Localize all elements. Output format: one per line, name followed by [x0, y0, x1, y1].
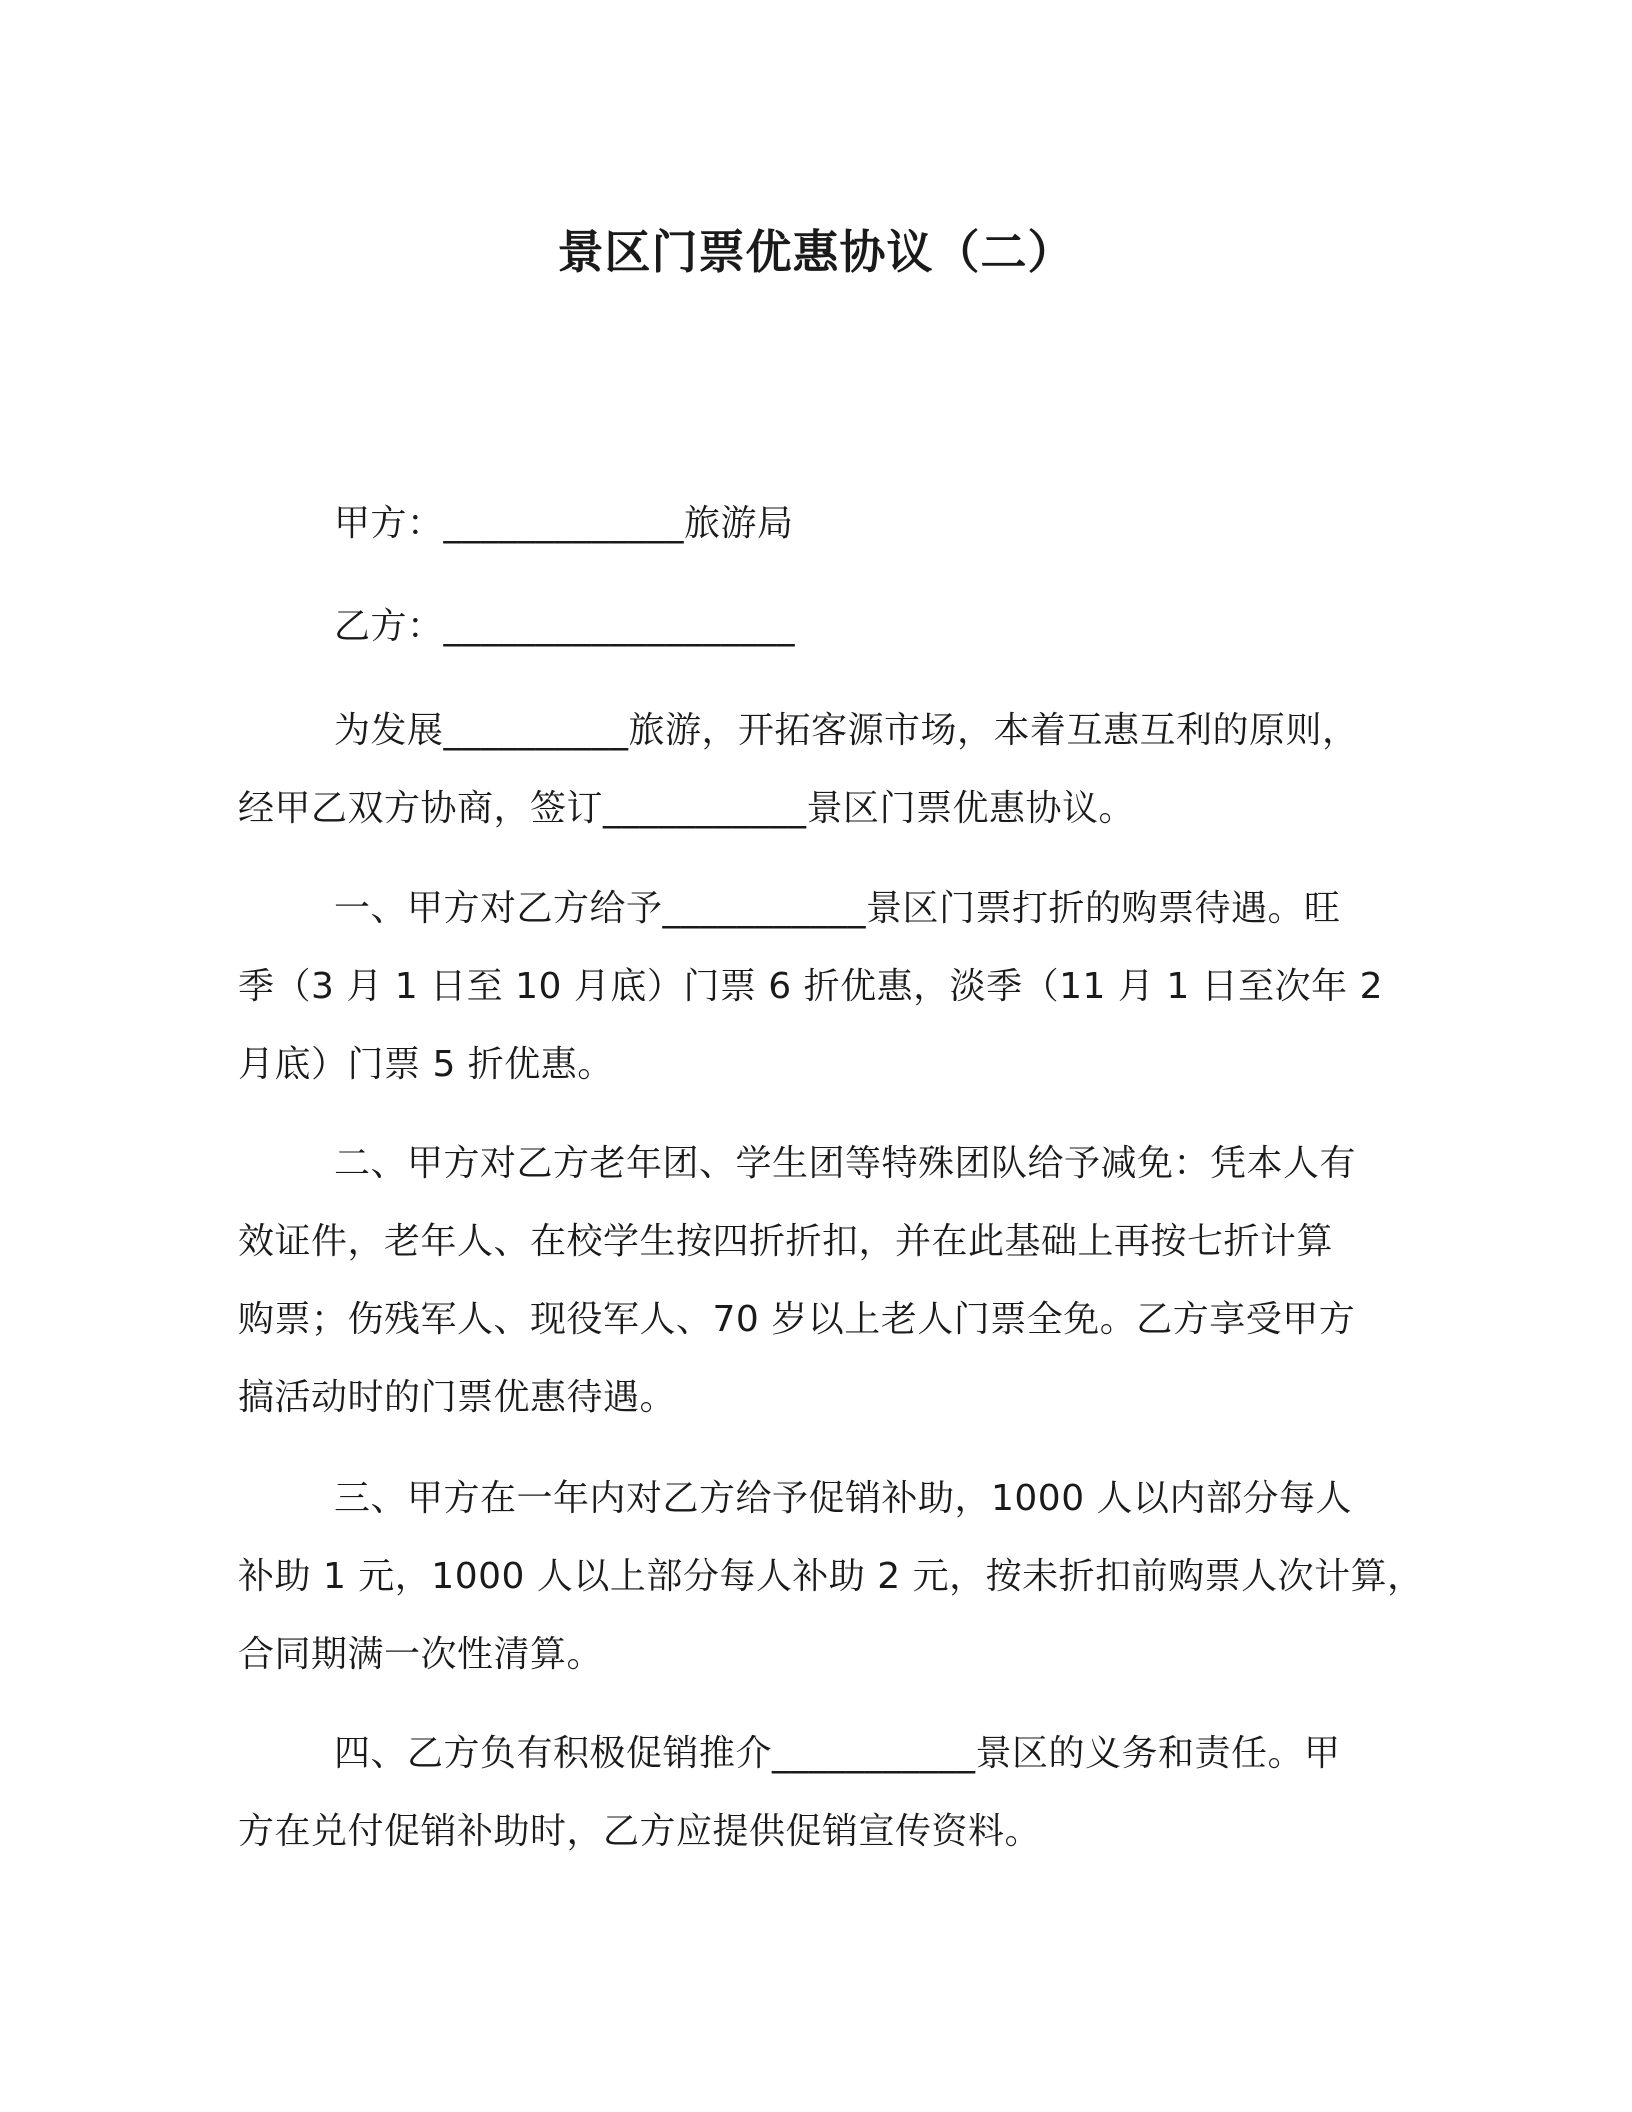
clause-2-paragraph	[238, 1125, 1418, 1437]
party-b-line	[238, 588, 1418, 666]
paragraph-line: 三、甲方在一年内对乙方给予促销补助，1000 人以内部分每人	[334, 1478, 1353, 1519]
clause-1-paragraph	[238, 870, 1418, 1104]
paragraph-line: 一、甲方对乙方给予___________景区门票打折的购票待遇。旺	[334, 888, 1341, 929]
paragraph-line: 季（3 月 1 日至 10 月底）门票 6 折优惠，淡季（11 月 1 日至次年 2	[238, 966, 1384, 1007]
paragraph-line: 二、甲方对乙方老年团、学生团等特殊团队给予减免：凭本人有	[334, 1143, 1357, 1184]
party-a-line	[238, 485, 1418, 563]
paragraph-line: 经甲乙双方协商，签订___________景区门票优惠协议。	[238, 788, 1136, 829]
clause-3-paragraph	[238, 1460, 1424, 1694]
paragraph-line: 补助 1 元，1000 人以上部分每人补助 2 元，按未折扣前购票人次计算，	[238, 1556, 1424, 1597]
paragraph-line: 购票；伤残军人、现役军人、70 岁以上老人门票全免。乙方享受甲方	[238, 1299, 1356, 1340]
clause-4-paragraph	[238, 1715, 1418, 1871]
intro-paragraph	[238, 692, 1418, 848]
party-a-text: 甲方：_____________旅游局	[334, 503, 794, 544]
paragraph-line: 搞活动时的门票优惠待遇。	[238, 1377, 677, 1418]
party-b-text: 乙方：___________________	[334, 606, 796, 647]
paragraph-line: 效证件，老年人、在校学生按四折折扣，并在此基础上再按七折计算	[238, 1221, 1334, 1262]
paragraph-line: 四、乙方负有积极促销推介___________景区的义务和责任。甲	[334, 1733, 1341, 1774]
paragraph-line: 合同期满一次性清算。	[238, 1634, 604, 1675]
paragraph-line: 月底）门票 5 折优惠。	[238, 1044, 614, 1085]
document-title: 景区门票优惠协议（二）	[557, 225, 1075, 279]
paragraph-line: 方在兑付促销补助时，乙方应提供促销宣传资料。	[238, 1811, 1042, 1852]
paragraph-line: 为发展__________旅游，开拓客源市场，本着互惠互利的原则，	[334, 710, 1359, 751]
